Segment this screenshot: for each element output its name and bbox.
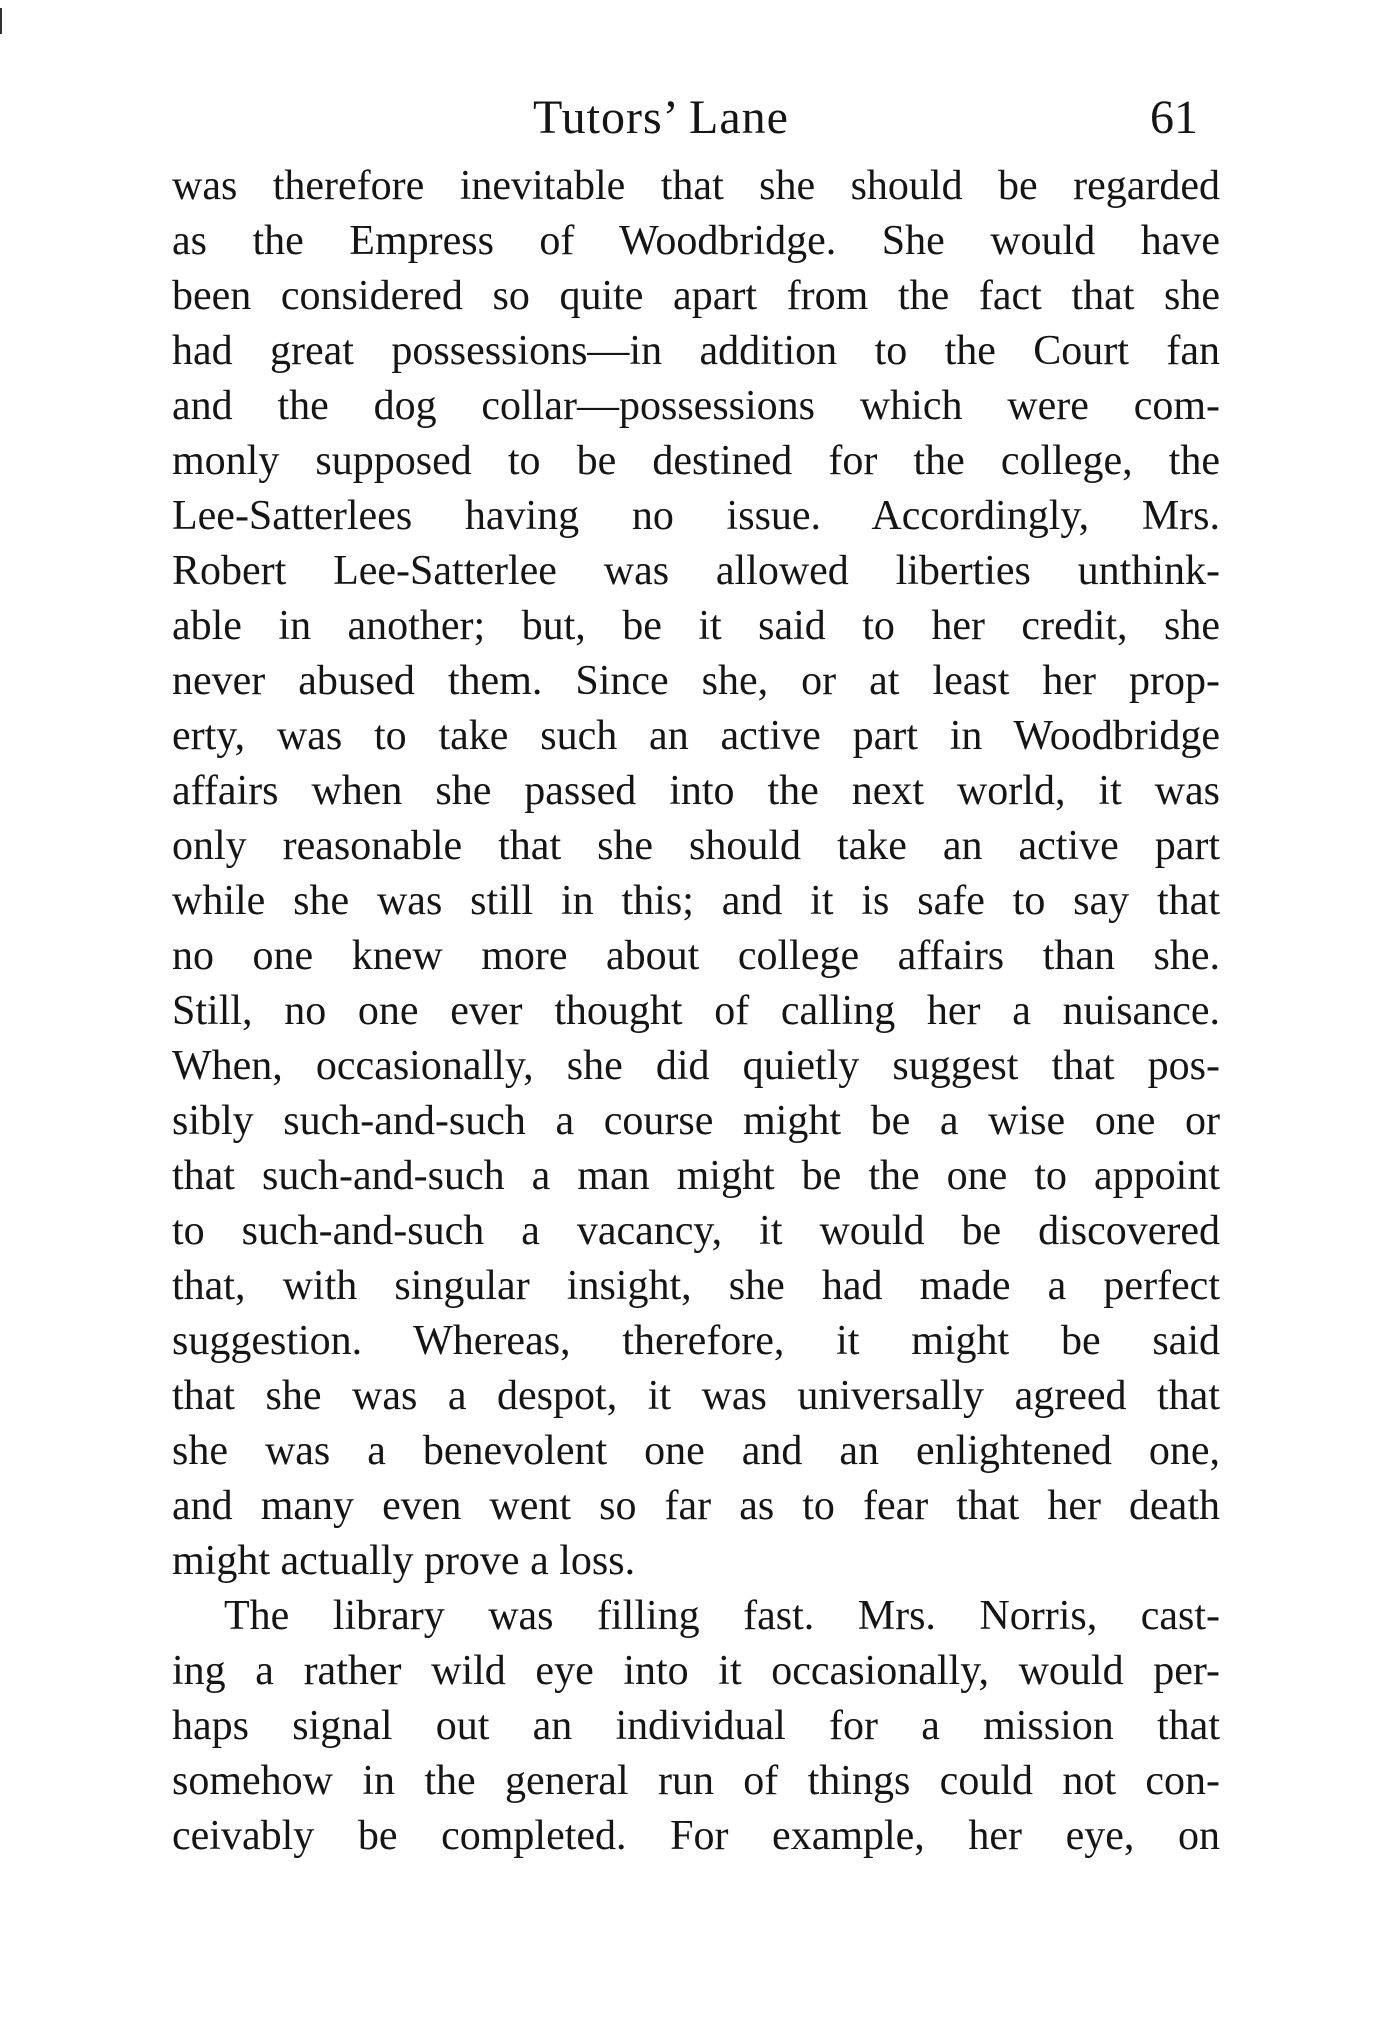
text-line: been considered so quite apart from the fact that she	[172, 273, 1220, 319]
text-line: only reasonable that she should take an active part	[172, 823, 1220, 869]
text-line: sibly such-and-such a course might be a wise one or	[172, 1098, 1220, 1144]
body-text	[172, 159, 1220, 1864]
text-line: Lee-Satterlees having no issue. Accordingly, Mrs.	[172, 493, 1220, 539]
text-line: When, occasionally, she did quietly suggest that pos-	[172, 1043, 1220, 1089]
text-line: ing a rather wild eye into it occasionally, would per-	[172, 1648, 1220, 1694]
text-line: that such-and-such a man might be the one to appoint	[172, 1153, 1220, 1199]
paragraph	[172, 159, 1220, 1589]
page-header	[0, 88, 1392, 148]
text-line: and the dog collar—possessions which were com-	[172, 383, 1220, 429]
paragraph	[172, 1589, 1220, 1864]
text-line: The library was filling fast. Mrs. Norris, cast-	[224, 1593, 1220, 1639]
text-line: was therefore inevitable that she should be regarded	[172, 163, 1220, 209]
text-line: and many even went so far as to fear that her death	[172, 1483, 1220, 1529]
text-line: she was a benevolent one and an enlightened one,	[172, 1428, 1220, 1474]
text-line: that she was a despot, it was universally agreed that	[172, 1373, 1220, 1419]
text-line: no one knew more about college affairs than she.	[172, 933, 1220, 979]
text-line: ceivably be completed. For example, her eye, on	[172, 1813, 1220, 1859]
text-line: never abused them. Since she, or at least her prop-	[172, 658, 1220, 704]
text-line: somehow in the general run of things could not con-	[172, 1758, 1220, 1804]
text-line: haps signal out an individual for a mission that	[172, 1703, 1220, 1749]
page-number: 61	[1150, 91, 1198, 144]
running-title: Tutors’ Lane	[533, 91, 789, 144]
text-line: Robert Lee-Satterlee was allowed liberties unthink-	[172, 548, 1220, 594]
text-line: while she was still in this; and it is safe to say that	[172, 878, 1220, 924]
text-line: affairs when she passed into the next world, it was	[172, 768, 1220, 814]
text-line: had great possessions—in addition to the Court fan	[172, 328, 1220, 374]
scan-edge-mark	[0, 8, 2, 34]
text-line: might actually prove a loss.	[172, 1538, 636, 1584]
text-line: erty, was to take such an active part in Woodbridge	[172, 713, 1220, 759]
text-line: Still, no one ever thought of calling her a nuisance.	[172, 988, 1220, 1034]
text-line: monly supposed to be destined for the college, the	[172, 438, 1220, 484]
text-line: as the Empress of Woodbridge. She would have	[172, 218, 1220, 264]
text-line: to such-and-such a vacancy, it would be discovered	[172, 1208, 1220, 1254]
text-line: that, with singular insight, she had made a perfect	[172, 1263, 1220, 1309]
text-line: suggestion. Whereas, therefore, it might be said	[172, 1318, 1220, 1364]
text-line: able in another; but, be it said to her credit, she	[172, 603, 1220, 649]
